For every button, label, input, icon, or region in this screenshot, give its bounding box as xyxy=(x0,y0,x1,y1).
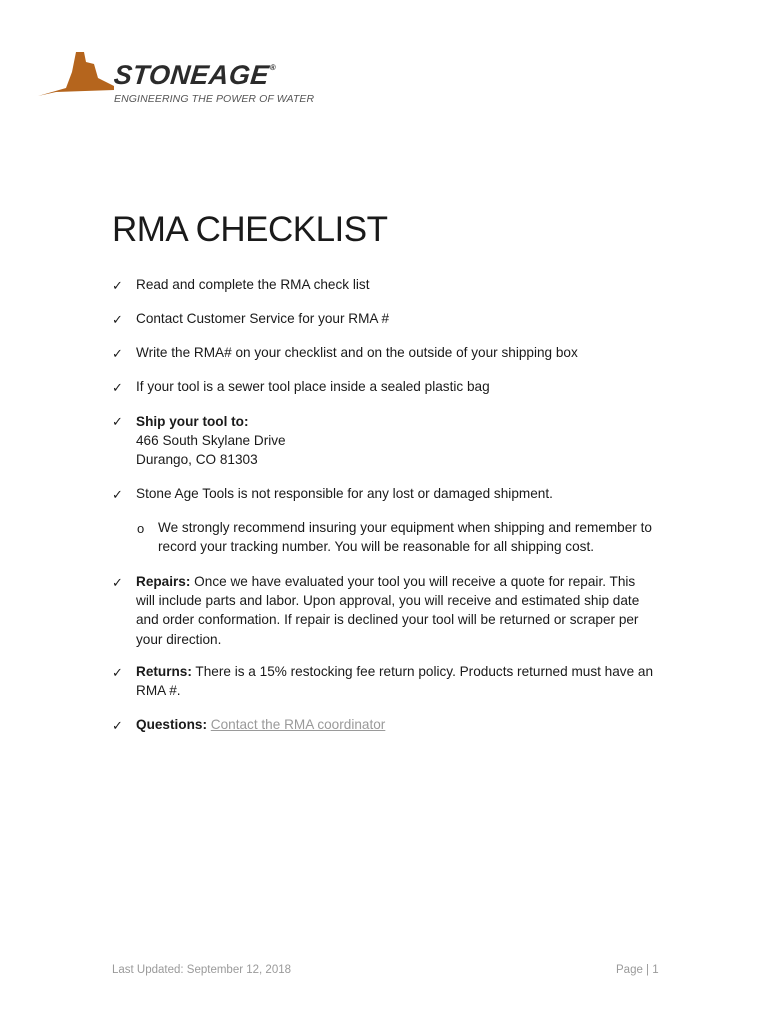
page-number: Page | 1 xyxy=(616,964,659,976)
logo-tagline: ENGINEERING THE POWER OF WATER xyxy=(114,93,315,105)
returns-label: Returns: xyxy=(136,664,192,679)
check-icon: ✓ xyxy=(112,718,123,733)
check-icon: ✓ xyxy=(112,575,123,590)
address-line-1: 466 South Skylane Drive xyxy=(136,433,286,449)
last-updated: Last Updated: September 12, 2018 xyxy=(112,964,292,976)
checklist-item-repairs xyxy=(136,572,656,649)
repairs-label: Repairs: xyxy=(136,574,191,589)
page-title: RMA CHECKLIST xyxy=(112,210,388,249)
checklist-item-returns xyxy=(136,662,656,700)
checklist-subitem: We strongly recommend insuring your equipment when shipping and remember to record your tracking number. You will be reasonable for all shipping cost. xyxy=(158,520,652,555)
questions-label: Questions: xyxy=(136,717,207,732)
check-icon: ✓ xyxy=(112,278,123,293)
repairs-text: Once we have evaluated your tool you will receive a quote for repair. This will include parts and labor. Upon approval, you will receive and estimated ship date and order conformation. If repair is declined your tool will be returned or scraper per your direction. xyxy=(136,574,640,647)
checklist-item-questions xyxy=(136,715,656,734)
check-icon: ✓ xyxy=(112,665,123,680)
check-icon: ✓ xyxy=(112,312,123,327)
mesa-logo-icon xyxy=(36,48,116,98)
logo-wordmark: STONEAGE® xyxy=(112,60,277,90)
check-icon: ✓ xyxy=(112,346,123,361)
check-icon: ✓ xyxy=(112,380,123,395)
sub-bullet-icon: o xyxy=(137,521,145,536)
checklist-item: Read and complete the RMA check list xyxy=(136,277,370,292)
contact-rma-coordinator-link[interactable]: Contact the RMA coordinator xyxy=(210,717,386,732)
shipping-label: Ship your tool to: xyxy=(136,414,249,429)
check-icon: ✓ xyxy=(112,414,123,429)
checklist-item: Stone Age Tools is not responsible for any lost or damaged shipment. xyxy=(136,486,553,501)
checklist-item-shipping xyxy=(136,412,656,470)
checklist-item: Contact Customer Service for your RMA # xyxy=(136,311,390,326)
check-icon: ✓ xyxy=(112,487,123,502)
checklist-item: Write the RMA# on your checklist and on the outside of your shipping box xyxy=(136,345,578,360)
stoneage-logo xyxy=(36,48,326,110)
address-line-2: Durango, CO 81303 xyxy=(136,452,258,468)
checklist-item: If your tool is a sewer tool place inside a sealed plastic bag xyxy=(136,379,490,394)
returns-text: There is a 15% restocking fee return policy. Products returned must have an RMA #. xyxy=(136,664,654,699)
